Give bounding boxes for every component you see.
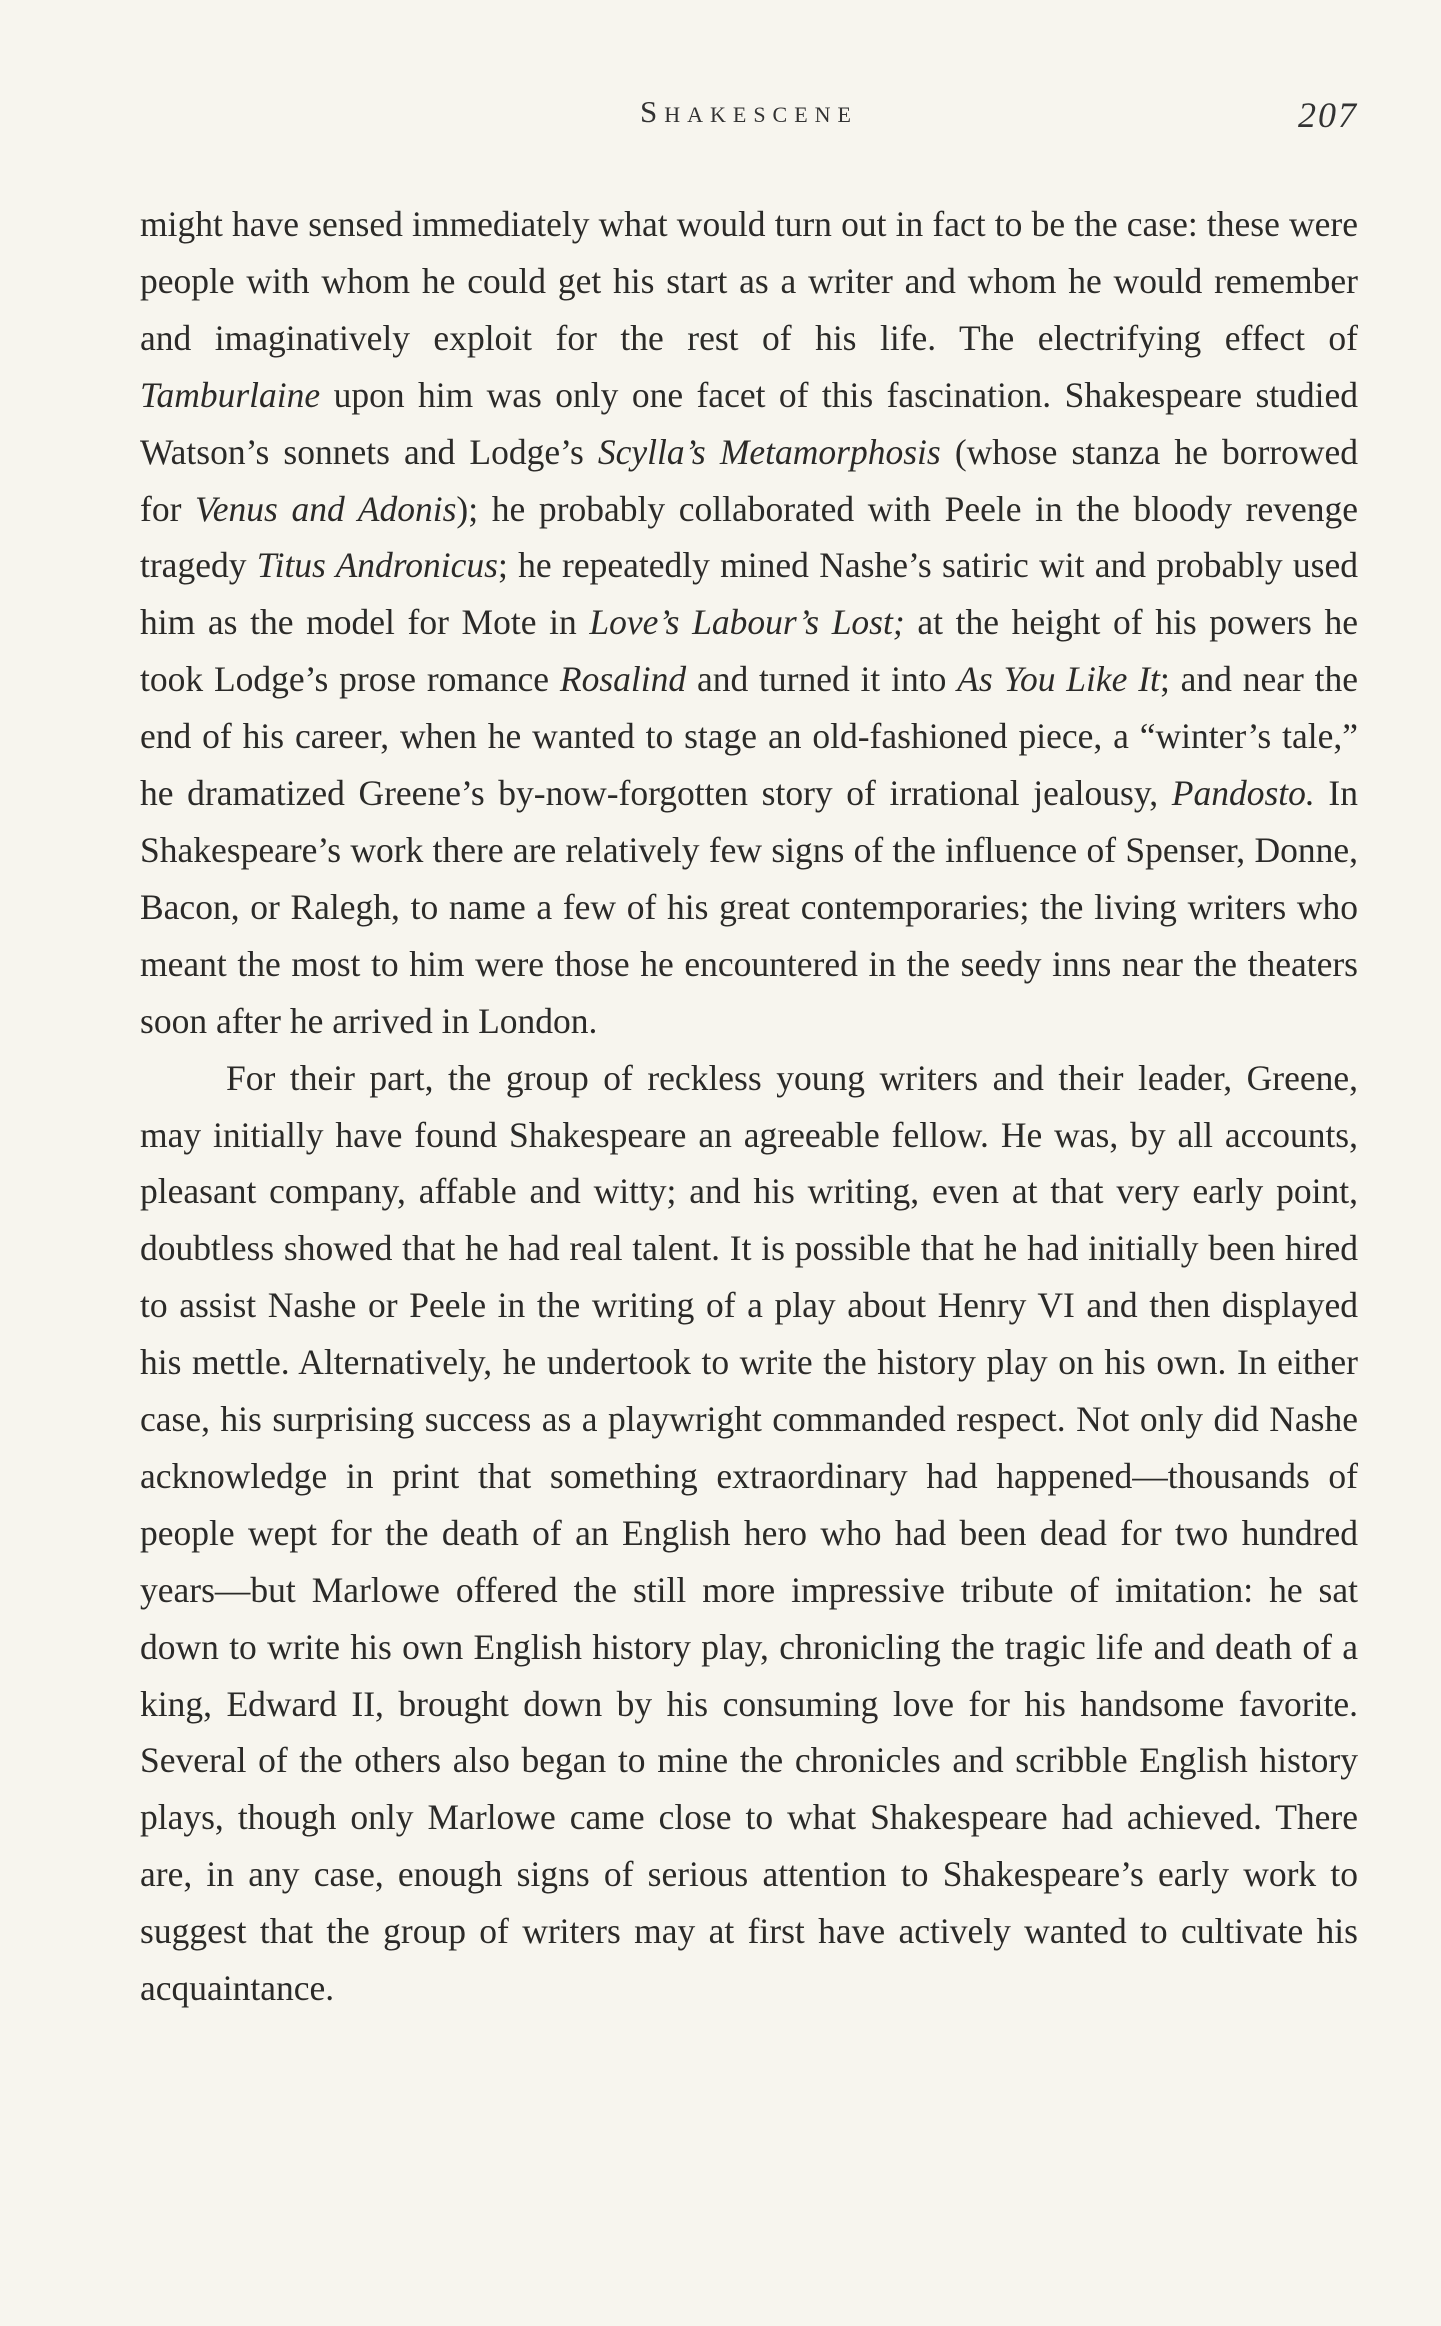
italic-title: Pandosto. — [1171, 773, 1315, 814]
paragraph-2 — [140, 1050, 1358, 2017]
italic-title: Titus Andronicus — [256, 545, 498, 586]
running-title: Shakescene — [639, 94, 859, 129]
italic-title: As You Like It — [957, 659, 1160, 700]
text-run: (whose stanza he borrowed for — [140, 431, 1358, 529]
text-run: For their part, the group of reckless young writers and their leader, Greene, may initially have found Shakespeare an agreeable fellow. He was, by all accounts, pleasant company, affable and witty; and his writing, even at that very early point, doubtless showed that he had real talent. It is possible that he had initially been hired to assist Nashe or Peele in the writing of a play about Henry VI and then displayed his mettle. Alternatively, he undertook to write the history play on his own. In either case, his surprising success as a playwright commanded respect. Not only did Nashe acknowledge in print that something extraordinary had happened—thousands of people wept for the death of an English hero who had been dead for two hundred years—but Marlowe offered the still more impressive tribute of imitation: he sat down to write his own English history play, chronicling the tragic life and death of a king, Edward II, brought down by his consuming love for his handsome favorite. Several of the others also began to mine the chronicles and scribble English history plays, though only Marlowe came close to what Shakespeare had achieved. There are, in any case, enough signs of serious attention to Shakespeare’s early work to suggest that the group of writers may at first have actively wanted to cultivate his acquaintance. — [140, 1057, 1358, 2009]
text-run: might have sensed immediately what would turn out in fact to be the case: these were people with whom he could get his start as a writer and whom he would remember and imaginatively exploit for the rest of his life. The electrifying effect of — [140, 204, 1358, 358]
italic-title: Venus and Adonis — [195, 488, 457, 529]
running-head — [140, 94, 1358, 138]
paragraph-1 — [140, 196, 1358, 1050]
italic-title: Tamburlaine — [140, 374, 321, 415]
text-run: ; and near the end of his career, when he wanted to stage an old-fashioned piece, a “winter’s tale,” he dramatized Greene’s by-now-forgotten story of irrational jealousy, — [140, 659, 1358, 814]
text-run: upon him was only one facet of this fascination. Shakespeare studied Watson’s sonnets and Lodge’s — [140, 374, 1358, 472]
text-run: ; he repeatedly mined Nashe’s satiric wit and probably used him as the model for Mote in — [140, 545, 1358, 643]
body-text — [140, 196, 1358, 2017]
text-run: ); he probably collaborated with Peele in the bloody revenge tragedy — [140, 488, 1358, 586]
text-run: In Shakespeare’s work there are relatively few signs of the influence of Spenser, Donne, Bacon, or Ralegh, to name a few of his great contemporaries; the living writers who meant the most to him were those he encountered in the seedy inns near the theaters soon after he arrived in London. — [140, 773, 1359, 1041]
text-run: and turned it into — [686, 659, 958, 700]
page-number: 207 — [1298, 95, 1358, 135]
italic-title: Rosalind — [559, 659, 687, 700]
italic-title: Love’s Labour’s Lost; — [589, 602, 905, 643]
italic-title: Scylla’s Metamorphosis — [597, 431, 941, 472]
text-run: at the height of his powers he took Lodge’s prose romance — [140, 602, 1358, 700]
